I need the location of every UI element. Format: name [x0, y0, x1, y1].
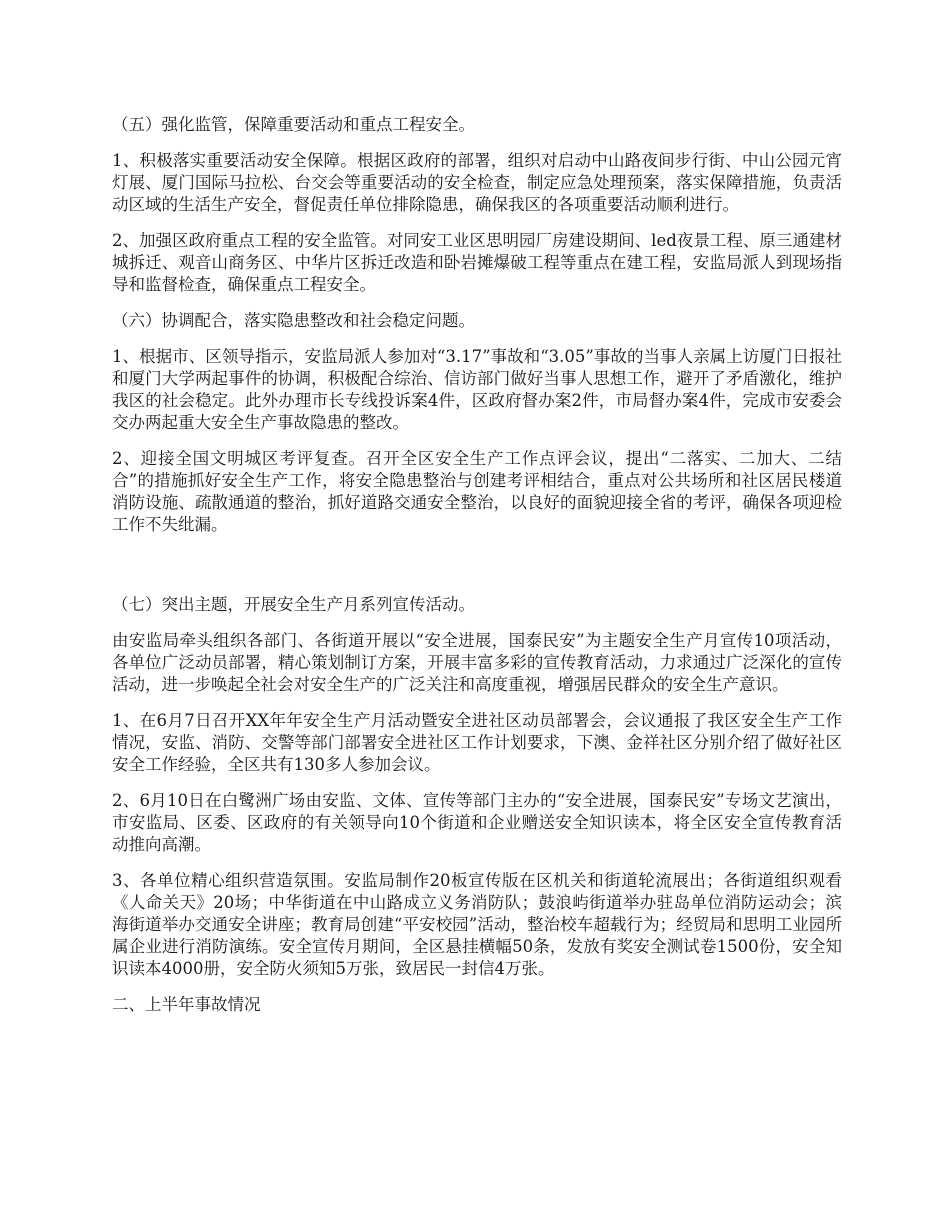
section-heading-6: （六）协调配合，落实隐患整改和社会稳定问题。 [112, 311, 475, 330]
paragraph-key-projects: 2、加强区政府重点工程的安全监管。对同安工业区思明园厂房建设期间、led夜景工程、原三通建材城拆迁、观音山商务区、中华片区拆迁改造和卧岩摊爆破工程等重点在建工程，安监局派人到现场指导和监督检查，确保重点工程安全。 [112, 231, 842, 294]
section-heading-5: （五）强化监管，保障重要活动和重点工程安全。 [112, 115, 475, 134]
section-heading-7: （七）突出主题，开展安全生产月系列宣传活动。 [112, 595, 475, 614]
paragraph-civilized-city: 2、迎接全国文明城区考评复查。召开全区安全生产工作点评会议，提出“二落实、二加大、二结合”的措施抓好安全生产工作，将安全隐患整治与创建考评相结合，重点对公共场所和社区居民楼道消防设施、疏散通道的整治，抓好道路交通安全整治，以良好的面貌迎接全省的考评，确保各项迎检工作不失纰漏。 [112, 449, 842, 534]
document-page [112, 114, 842, 1030]
paragraph-coordination: 1、根据市、区领导指示，安监局派人参加对“3.17”事故和“3.05”事故的当事人亲属上访厦门日报社和厦门大学两起事件的协调，积极配合综治、信访部门做好当事人思想工作，避开了矛盾激化，维护我区的社会稳定。此外办理市长专线投诉案4件，区政府督办案2件，市局督办案4件，完成市安委会交办两起重大安全生产事故隐患的整改。 [112, 347, 842, 432]
paragraph-safety-month-intro: 由安监局牵头组织各部门、各街道开展以“安全进展，国泰民安”为主题安全生产月宣传10项活动，各单位广泛动员部署，精心策划制订方案，开展丰富多彩的宣传教育活动，力求通过广泛深化的宣传活动，进一步唤起全社会对安全生产的广泛关注和高度重视，增强居民群众的安全生产意识。 [112, 631, 842, 694]
paragraph-atmosphere: 3、各单位精心组织营造氛围。安监局制作20板宣传版在区机关和街道轮流展出；各街道组织观看《人命关天》20场；中华街道在中山路成立义务消防队；鼓浪屿街道举办驻岛单位消防运动会；滨海街道举办交通安全讲座；教育局创建“平安校园”活动，整治校车超载行为；经贸局和思明工业园所属企业进行消防演练。安全宣传月期间，全区悬挂横幅50条，发放有奖安全测试卷1500份，安全知识读本4000册，安全防火须知5万张，致居民一封信4万张。 [112, 871, 842, 978]
paragraph-major-events: 1、积极落实重要活动安全保障。根据区政府的部署，组织对启动中山路夜间步行街、中山公园元宵灯展、厦门国际马拉松、台交会等重要活动的安全检查，制定应急处理预案，落实保障措施，负责活动区域的生活生产安全，督促责任单位排除隐患，确保我区的各项重要活动顺利进行。 [112, 151, 842, 214]
section-heading-accidents: 二、上半年事故情况 [112, 995, 261, 1014]
paragraph-performance: 2、6月10日在白鹭洲广场由安监、文体、宣传等部门主办的“安全进展，国泰民安”专场文艺演出，市安监局、区委、区政府的有关领导向10个街道和企业赠送安全知识读本，将全区安全宣传教育活动推向高潮。 [112, 791, 842, 854]
section-gap [112, 550, 842, 594]
paragraph-mobilization-meeting: 1、在6月7日召开XX年年安全生产月活动暨安全进社区动员部署会，会议通报了我区安全生产工作情况，安监、消防、交警等部门部署安全进社区工作计划要求，下澳、金祥社区分别介绍了做好社区安全工作经验，全区共有130多人参加会议。 [112, 711, 842, 774]
